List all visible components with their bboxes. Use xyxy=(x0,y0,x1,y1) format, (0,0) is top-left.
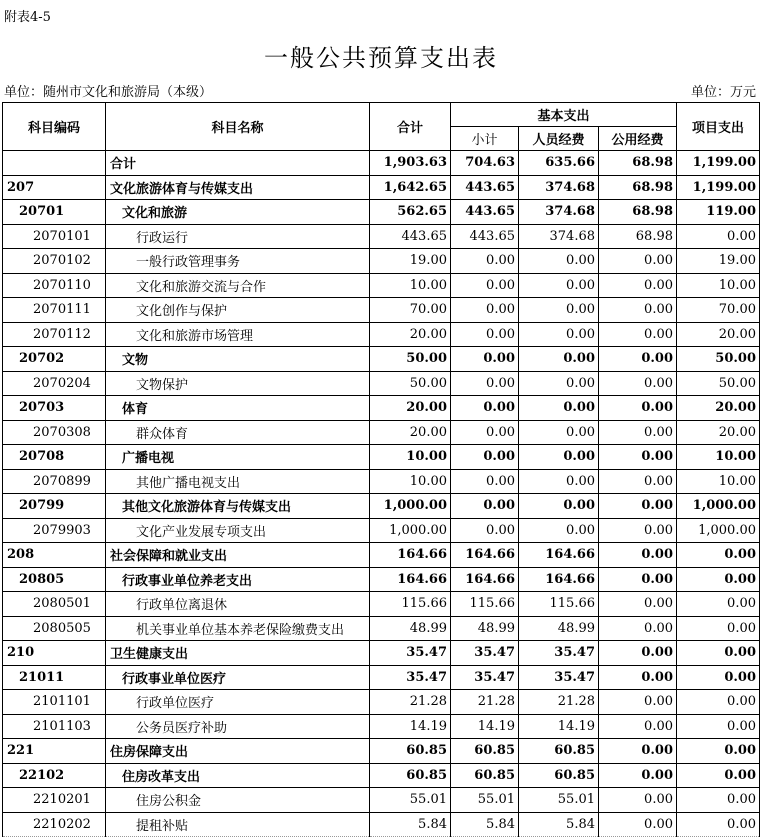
cell-public: 0.00 xyxy=(599,543,677,568)
cell-subtotal: 0.00 xyxy=(451,469,519,494)
cell-project: 0.00 xyxy=(677,592,760,617)
table-row xyxy=(3,665,760,690)
table-body xyxy=(3,151,760,837)
cell-personnel: 374.68 xyxy=(519,200,599,225)
cell-total: 164.66 xyxy=(370,543,451,568)
cell-name: 提租补贴 xyxy=(106,812,370,837)
cell-name: 广播电视 xyxy=(106,445,370,470)
cell-name: 住房改革支出 xyxy=(106,763,370,788)
cell-subtotal: 443.65 xyxy=(451,175,519,200)
cell-name: 体育 xyxy=(106,396,370,421)
cell-name: 行政事业单位养老支出 xyxy=(106,567,370,592)
cell-total: 10.00 xyxy=(370,273,451,298)
cell-name: 文化产业发展专项支出 xyxy=(106,518,370,543)
cell-project: 10.00 xyxy=(677,273,760,298)
cell-name: 文化和旅游交流与合作 xyxy=(106,273,370,298)
cell-personnel: 164.66 xyxy=(519,567,599,592)
cell-code: 2101103 xyxy=(3,714,106,739)
cell-total: 50.00 xyxy=(370,347,451,372)
cell-public: 68.98 xyxy=(599,200,677,225)
cell-name: 其他广播电视支出 xyxy=(106,469,370,494)
cell-project: 1,199.00 xyxy=(677,151,760,176)
cell-public: 68.98 xyxy=(599,224,677,249)
cell-public: 0.00 xyxy=(599,518,677,543)
cell-subtotal: 704.63 xyxy=(451,151,519,176)
cell-code: 2070110 xyxy=(3,273,106,298)
cell-code: 2079903 xyxy=(3,518,106,543)
cell-code: 20799 xyxy=(3,494,106,519)
table-row xyxy=(3,175,760,200)
cell-personnel: 635.66 xyxy=(519,151,599,176)
cell-public: 0.00 xyxy=(599,396,677,421)
cell-total: 20.00 xyxy=(370,322,451,347)
cell-code: 20708 xyxy=(3,445,106,470)
cell-name: 文化和旅游 xyxy=(106,200,370,225)
cell-project: 1,000.00 xyxy=(677,518,760,543)
cell-personnel: 0.00 xyxy=(519,371,599,396)
cell-name: 住房保障支出 xyxy=(106,739,370,764)
cell-code: 2070308 xyxy=(3,420,106,445)
table-row xyxy=(3,518,760,543)
cell-code: 20703 xyxy=(3,396,106,421)
cell-name: 社会保障和就业支出 xyxy=(106,543,370,568)
cell-name: 行政单位医疗 xyxy=(106,690,370,715)
cell-personnel: 14.19 xyxy=(519,714,599,739)
header-name: 科目名称 xyxy=(106,103,370,151)
cell-total: 164.66 xyxy=(370,567,451,592)
cell-name: 合计 xyxy=(106,151,370,176)
table-row xyxy=(3,273,760,298)
cell-total: 20.00 xyxy=(370,420,451,445)
table-row xyxy=(3,690,760,715)
table-row xyxy=(3,347,760,372)
cell-public: 0.00 xyxy=(599,298,677,323)
cell-subtotal: 21.28 xyxy=(451,690,519,715)
cell-total: 1,903.63 xyxy=(370,151,451,176)
cell-subtotal: 164.66 xyxy=(451,543,519,568)
table-row xyxy=(3,469,760,494)
table-row xyxy=(3,714,760,739)
cell-project: 10.00 xyxy=(677,469,760,494)
cell-total: 562.65 xyxy=(370,200,451,225)
cell-project: 0.00 xyxy=(677,543,760,568)
cell-subtotal: 0.00 xyxy=(451,420,519,445)
cell-public: 0.00 xyxy=(599,445,677,470)
cell-name: 文化旅游体育与传媒支出 xyxy=(106,175,370,200)
cell-public: 0.00 xyxy=(599,616,677,641)
cell-personnel: 0.00 xyxy=(519,249,599,274)
cell-personnel: 0.00 xyxy=(519,396,599,421)
cell-code: 207 xyxy=(3,175,106,200)
cell-name: 机关事业单位基本养老保险缴费支出 xyxy=(106,616,370,641)
cell-public: 0.00 xyxy=(599,322,677,347)
cell-public: 0.00 xyxy=(599,347,677,372)
cell-total: 1,642.65 xyxy=(370,175,451,200)
cell-name: 文物保护 xyxy=(106,371,370,396)
cell-total: 48.99 xyxy=(370,616,451,641)
cell-code: 20702 xyxy=(3,347,106,372)
cell-project: 20.00 xyxy=(677,420,760,445)
unit-currency: 单位：万元 xyxy=(690,85,756,100)
cell-public: 0.00 xyxy=(599,690,677,715)
cell-personnel: 0.00 xyxy=(519,298,599,323)
table-row xyxy=(3,396,760,421)
cell-code: 20701 xyxy=(3,200,106,225)
cell-code: 2210201 xyxy=(3,788,106,813)
cell-subtotal: 0.00 xyxy=(451,273,519,298)
header-subtotal: 小计 xyxy=(451,127,519,151)
cell-project: 1,199.00 xyxy=(677,175,760,200)
cell-personnel: 21.28 xyxy=(519,690,599,715)
table-row xyxy=(3,641,760,666)
cell-subtotal: 0.00 xyxy=(451,518,519,543)
cell-public: 0.00 xyxy=(599,665,677,690)
table-row xyxy=(3,494,760,519)
cell-name: 群众体育 xyxy=(106,420,370,445)
cell-total: 5.84 xyxy=(370,812,451,837)
cell-project: 0.00 xyxy=(677,690,760,715)
cell-project: 0.00 xyxy=(677,714,760,739)
header-project: 项目支出 xyxy=(677,103,760,151)
table-row xyxy=(3,445,760,470)
cell-project: 0.00 xyxy=(677,788,760,813)
cell-total: 20.00 xyxy=(370,396,451,421)
cell-personnel: 0.00 xyxy=(519,273,599,298)
cell-code: 210 xyxy=(3,641,106,666)
cell-personnel: 0.00 xyxy=(519,494,599,519)
cell-public: 0.00 xyxy=(599,714,677,739)
cell-personnel: 0.00 xyxy=(519,347,599,372)
budget-table xyxy=(2,102,760,837)
cell-public: 0.00 xyxy=(599,494,677,519)
cell-code: 2210202 xyxy=(3,812,106,837)
cell-public: 0.00 xyxy=(599,469,677,494)
cell-total: 1,000.00 xyxy=(370,494,451,519)
table-row xyxy=(3,592,760,617)
header-code: 科目编码 xyxy=(3,103,106,151)
table-row xyxy=(3,420,760,445)
cell-personnel: 5.84 xyxy=(519,812,599,837)
cell-project: 0.00 xyxy=(677,224,760,249)
cell-public: 0.00 xyxy=(599,788,677,813)
cell-name: 一般行政管理事务 xyxy=(106,249,370,274)
cell-public: 0.00 xyxy=(599,812,677,837)
cell-project: 119.00 xyxy=(677,200,760,225)
cell-personnel: 0.00 xyxy=(519,469,599,494)
cell-project: 0.00 xyxy=(677,641,760,666)
table-row xyxy=(3,616,760,641)
cell-subtotal: 0.00 xyxy=(451,298,519,323)
table-row xyxy=(3,567,760,592)
cell-subtotal: 0.00 xyxy=(451,322,519,347)
cell-project: 20.00 xyxy=(677,322,760,347)
cell-public: 0.00 xyxy=(599,567,677,592)
cell-public: 68.98 xyxy=(599,151,677,176)
cell-total: 1,000.00 xyxy=(370,518,451,543)
cell-personnel: 55.01 xyxy=(519,788,599,813)
cell-subtotal: 14.19 xyxy=(451,714,519,739)
header-public: 公用经费 xyxy=(599,127,677,151)
cell-personnel: 115.66 xyxy=(519,592,599,617)
cell-subtotal: 5.84 xyxy=(451,812,519,837)
cell-project: 10.00 xyxy=(677,445,760,470)
cell-total: 60.85 xyxy=(370,763,451,788)
table-header xyxy=(3,103,760,151)
cell-subtotal: 443.65 xyxy=(451,200,519,225)
table-row xyxy=(3,151,760,176)
cell-name: 其他文化旅游体育与传媒支出 xyxy=(106,494,370,519)
cell-subtotal: 0.00 xyxy=(451,249,519,274)
cell-public: 0.00 xyxy=(599,641,677,666)
cell-personnel: 35.47 xyxy=(519,641,599,666)
cell-project: 50.00 xyxy=(677,371,760,396)
cell-public: 0.00 xyxy=(599,420,677,445)
cell-project: 19.00 xyxy=(677,249,760,274)
cell-name: 行政事业单位医疗 xyxy=(106,665,370,690)
table-row xyxy=(3,543,760,568)
cell-personnel: 0.00 xyxy=(519,518,599,543)
cell-code: 2070204 xyxy=(3,371,106,396)
cell-project: 0.00 xyxy=(677,567,760,592)
cell-total: 60.85 xyxy=(370,739,451,764)
cell-code: 2070899 xyxy=(3,469,106,494)
table-row xyxy=(3,739,760,764)
cell-subtotal: 164.66 xyxy=(451,567,519,592)
cell-code: 22102 xyxy=(3,763,106,788)
cell-code: 2080505 xyxy=(3,616,106,641)
cell-subtotal: 443.65 xyxy=(451,224,519,249)
cell-code: 2080501 xyxy=(3,592,106,617)
table-row xyxy=(3,322,760,347)
cell-total: 50.00 xyxy=(370,371,451,396)
table-row xyxy=(3,371,760,396)
cell-code: 2070101 xyxy=(3,224,106,249)
cell-total: 35.47 xyxy=(370,641,451,666)
cell-total: 10.00 xyxy=(370,469,451,494)
cell-personnel: 0.00 xyxy=(519,420,599,445)
cell-code: 20805 xyxy=(3,567,106,592)
cell-name: 公务员医疗补助 xyxy=(106,714,370,739)
cell-project: 0.00 xyxy=(677,812,760,837)
cell-code: 2070112 xyxy=(3,322,106,347)
cell-project: 0.00 xyxy=(677,665,760,690)
cell-subtotal: 0.00 xyxy=(451,347,519,372)
cell-project: 20.00 xyxy=(677,396,760,421)
cell-project: 50.00 xyxy=(677,347,760,372)
cell-project: 0.00 xyxy=(677,739,760,764)
cell-subtotal: 35.47 xyxy=(451,665,519,690)
cell-total: 55.01 xyxy=(370,788,451,813)
cell-personnel: 0.00 xyxy=(519,322,599,347)
cell-name: 住房公积金 xyxy=(106,788,370,813)
cell-name: 文物 xyxy=(106,347,370,372)
cell-code: 2070102 xyxy=(3,249,106,274)
cell-total: 115.66 xyxy=(370,592,451,617)
cell-public: 0.00 xyxy=(599,592,677,617)
attachment-label: 附表4-5 xyxy=(4,10,51,25)
cell-name: 文化创作与保护 xyxy=(106,298,370,323)
cell-personnel: 374.68 xyxy=(519,224,599,249)
cell-total: 70.00 xyxy=(370,298,451,323)
cell-name: 文化和旅游市场管理 xyxy=(106,322,370,347)
header-total: 合计 xyxy=(370,103,451,151)
cell-code: 2101101 xyxy=(3,690,106,715)
cell-name: 行政单位离退休 xyxy=(106,592,370,617)
cell-public: 0.00 xyxy=(599,739,677,764)
cell-total: 19.00 xyxy=(370,249,451,274)
cell-personnel: 35.47 xyxy=(519,665,599,690)
cell-subtotal: 115.66 xyxy=(451,592,519,617)
table-row xyxy=(3,788,760,813)
cell-subtotal: 60.85 xyxy=(451,763,519,788)
cell-total: 443.65 xyxy=(370,224,451,249)
header-basic: 基本支出 xyxy=(451,103,677,127)
cell-subtotal: 0.00 xyxy=(451,371,519,396)
cell-public: 0.00 xyxy=(599,273,677,298)
cell-project: 1,000.00 xyxy=(677,494,760,519)
cell-personnel: 48.99 xyxy=(519,616,599,641)
cell-code: 208 xyxy=(3,543,106,568)
header-personnel: 人员经费 xyxy=(519,127,599,151)
cell-subtotal: 35.47 xyxy=(451,641,519,666)
cell-subtotal: 55.01 xyxy=(451,788,519,813)
cell-code xyxy=(3,151,106,176)
cell-name: 卫生健康支出 xyxy=(106,641,370,666)
table-row xyxy=(3,812,760,837)
cell-subtotal: 48.99 xyxy=(451,616,519,641)
cell-project: 0.00 xyxy=(677,763,760,788)
cell-public: 68.98 xyxy=(599,175,677,200)
table-row xyxy=(3,763,760,788)
cell-total: 21.28 xyxy=(370,690,451,715)
page-title: 一般公共预算支出表 xyxy=(264,44,498,72)
cell-public: 0.00 xyxy=(599,763,677,788)
table-row xyxy=(3,298,760,323)
cell-code: 2070111 xyxy=(3,298,106,323)
unit-organization: 单位：随州市文化和旅游局（本级） xyxy=(4,85,213,100)
cell-personnel: 0.00 xyxy=(519,445,599,470)
cell-personnel: 164.66 xyxy=(519,543,599,568)
cell-personnel: 374.68 xyxy=(519,175,599,200)
cell-public: 0.00 xyxy=(599,249,677,274)
cell-project: 70.00 xyxy=(677,298,760,323)
cell-total: 10.00 xyxy=(370,445,451,470)
cell-name: 行政运行 xyxy=(106,224,370,249)
cell-personnel: 60.85 xyxy=(519,739,599,764)
cell-project: 0.00 xyxy=(677,616,760,641)
table-row xyxy=(3,200,760,225)
cell-subtotal: 0.00 xyxy=(451,396,519,421)
cell-code: 221 xyxy=(3,739,106,764)
cell-total: 14.19 xyxy=(370,714,451,739)
cell-subtotal: 60.85 xyxy=(451,739,519,764)
cell-code: 21011 xyxy=(3,665,106,690)
table-row xyxy=(3,224,760,249)
cell-subtotal: 0.00 xyxy=(451,445,519,470)
cell-subtotal: 0.00 xyxy=(451,494,519,519)
cell-public: 0.00 xyxy=(599,371,677,396)
cell-personnel: 60.85 xyxy=(519,763,599,788)
cell-total: 35.47 xyxy=(370,665,451,690)
table-row xyxy=(3,249,760,274)
